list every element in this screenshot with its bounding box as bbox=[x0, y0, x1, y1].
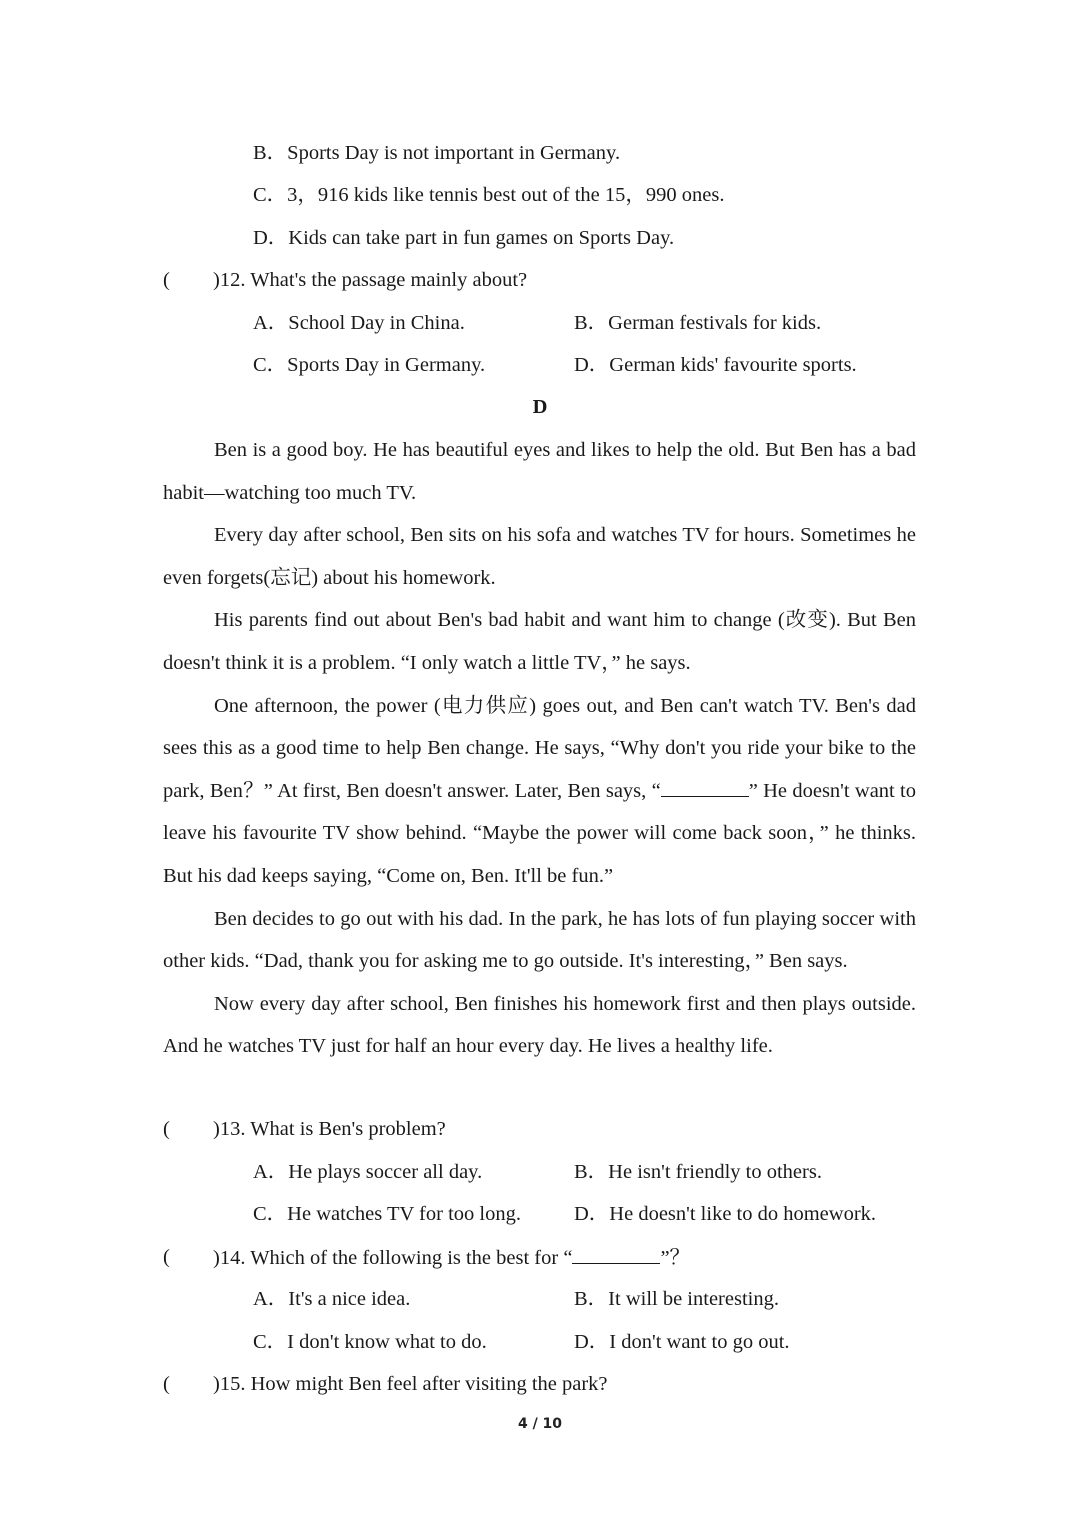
q14-option-c: C．I don't know what to do. bbox=[253, 1331, 487, 1353]
passage-paragraph-6: Now every day after school, Ben finishes his homework first and then plays outside. And he watches TV just for half an hour every day. He lives a healthy life. bbox=[163, 992, 916, 1058]
q11-option-d: D．Kids can take part in fun games on Sports Day. bbox=[253, 227, 675, 249]
paragraph-4-text-before-blank: One afternoon, the power (电力供应) goes out, and Ben can't watch TV. Ben's dad sees this as a good time to help Ben change. He says, “Why don't you ride your bike to the park, Ben？” At first, Ben doesn't answer. Later, Ben says, “ bbox=[163, 694, 916, 802]
paragraph-4-text-after-blank: ” He doesn't want to leave his favourite TV show behind. “Maybe the power will come back soon，” he thinks. But his dad keeps saying, “Come on, Ben. It'll be fun.” bbox=[163, 779, 917, 887]
answer-blank bbox=[661, 776, 749, 797]
q14-option-d: D．I don't want to go out. bbox=[574, 1331, 790, 1353]
q11-option-c: C．3，916 kids like tennis best out of the 15，990 ones. bbox=[253, 184, 725, 206]
q13-option-d: D．He doesn't like to do homework. bbox=[574, 1203, 877, 1225]
q14-blank bbox=[572, 1243, 660, 1264]
q13-question: )13. What is Ben's problem? bbox=[213, 1118, 446, 1140]
reading-passage bbox=[163, 429, 916, 1068]
passage-paragraph-1: Ben is a good boy. He has beautiful eyes and likes to help the old. But Ben has a bad habit—watching too much TV. bbox=[163, 439, 916, 504]
passage-paragraph-5: Ben decides to go out with his dad. In the park, he has lots of fun playing soccer with other kids. “Dad, thank you for asking me to go outside. It's interesting，” Ben says. bbox=[163, 907, 916, 973]
q12-answer-paren: ( bbox=[163, 269, 170, 291]
passage-paragraph-2: Every day after school, Ben sits on his sofa and watches TV for hours. Sometimes he even forgets(忘记) about his homework. bbox=[163, 524, 916, 589]
q14-option-a: A．It's a nice idea. bbox=[253, 1288, 411, 1310]
section-heading: D bbox=[532, 396, 548, 418]
q12-option-b: B．German festivals for kids. bbox=[574, 312, 822, 334]
q13-option-b: B．He isn't friendly to others. bbox=[574, 1161, 822, 1183]
q14-question-text: )14. Which of the following is the best for “ bbox=[213, 1247, 573, 1269]
passage-paragraph-3: His parents find out about Ben's bad habit and want him to change (改变). But Ben doesn't think it is a problem. “I only watch a little TV，” he says. bbox=[163, 609, 916, 674]
q13-answer-paren: ( bbox=[163, 1118, 170, 1140]
q12-question: )12. What's the passage mainly about? bbox=[213, 269, 528, 291]
q14-answer-paren: ( bbox=[163, 1246, 170, 1268]
q14-option-b: B．It will be interesting. bbox=[574, 1288, 779, 1310]
q11-option-b: B．Sports Day is not important in Germany. bbox=[253, 142, 621, 164]
page-indicator: 4 / 10 bbox=[517, 1416, 563, 1432]
q12-option-a: A．School Day in China. bbox=[253, 312, 465, 334]
q12-option-d: D．German kids' favourite sports. bbox=[574, 354, 857, 376]
q13-option-a: A．He plays soccer all day. bbox=[253, 1161, 483, 1183]
q14-question-end: ”？ bbox=[660, 1247, 691, 1269]
q15-question: )15. How might Ben feel after visiting the park? bbox=[213, 1373, 608, 1395]
q12-option-c: C．Sports Day in Germany. bbox=[253, 354, 486, 376]
q13-option-c: C．He watches TV for too long. bbox=[253, 1203, 521, 1225]
q15-answer-paren: ( bbox=[163, 1373, 170, 1395]
passage-paragraph-4 bbox=[163, 685, 916, 898]
q14-question bbox=[213, 1243, 690, 1272]
